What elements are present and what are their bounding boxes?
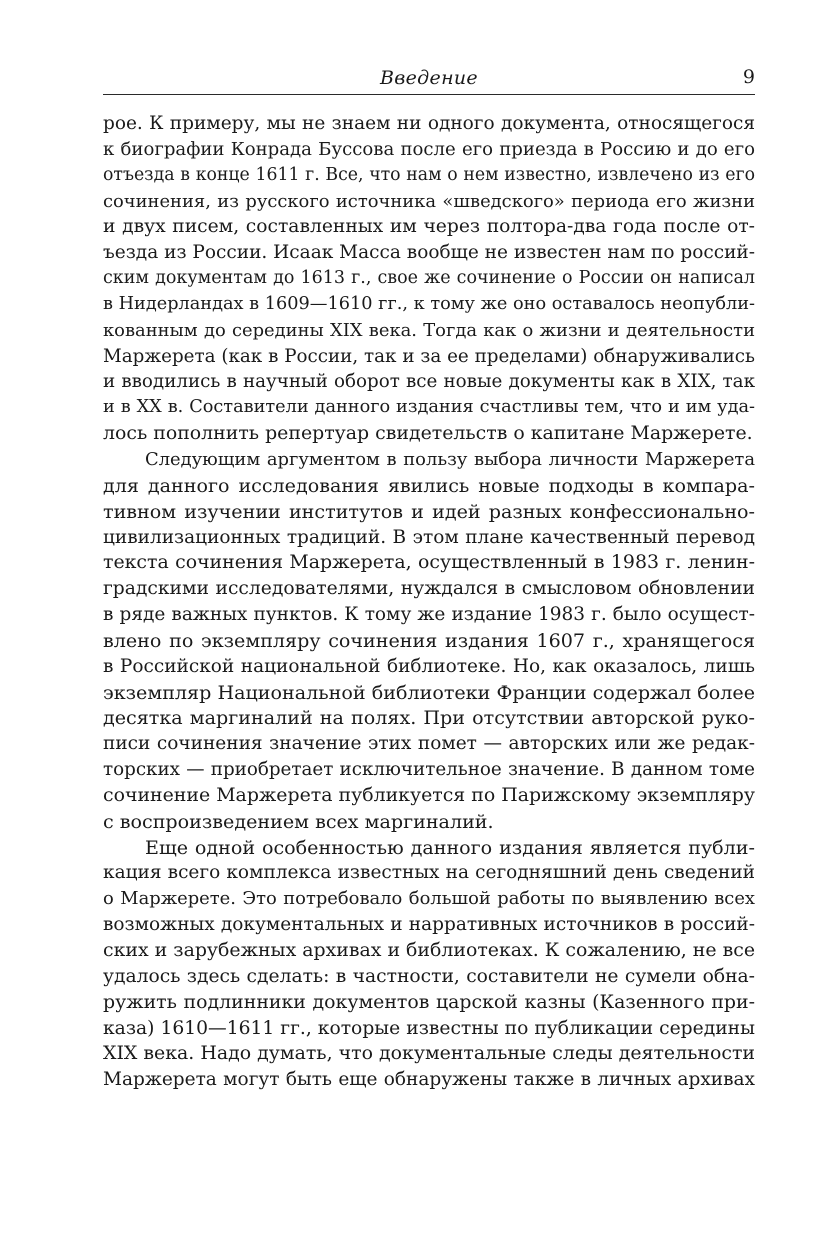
text-line: лось пополнить репертуар свидетельств о капитане Маржерете. <box>103 422 753 445</box>
text-line: к биографии Конрада Буссова после его приезда в Россию и до его <box>103 138 755 160</box>
text-line: тивном изучении институтов и идей разных конфессионально- <box>103 499 755 523</box>
paragraph-3 <box>103 835 755 1093</box>
text-line: и вводились в научный оборот все новые документы как в XIX, так <box>103 371 755 393</box>
text-line: и двух писем, составленных им через полтора-два года после от- <box>103 216 755 238</box>
text-line: каза) 1610—1611 гг., которые известны по публикации середины <box>103 1017 755 1039</box>
text-line: в ряде важных пунктов. К тому же издание 1983 г. было осущест- <box>103 604 755 626</box>
text-line: Еще одной особенностью данного издания является публи- <box>145 835 755 859</box>
paragraph-1 <box>103 111 755 447</box>
text-line: возможных документальных и нарративных источников в россий- <box>103 914 755 936</box>
text-line: Маржерета могут быть еще обнаружены также в личных архивах <box>103 1069 755 1091</box>
text-line: кация всего комплекса известных на сегодняшний день сведений <box>103 862 755 884</box>
text-line: Маржерета (как в России, так и за ее пределами) обнаруживались <box>103 345 755 367</box>
text-line: рое. К примеру, мы не знаем ни одного документа, относящегося <box>103 113 755 134</box>
running-title: Введение <box>380 67 478 89</box>
book-page <box>103 60 755 1093</box>
text-line: торских — приобретает исключительное значение. В данном томе <box>103 759 755 781</box>
page-number: 9 <box>742 66 755 88</box>
text-line: XIX века. Надо думать, что документальные следы деятельности <box>103 1042 755 1065</box>
text-line: с воспроизведением всех маргиналий. <box>103 809 494 833</box>
text-line: цивилизационных традиций. В этом плане качественный перевод <box>103 526 755 548</box>
text-line: десятка маргиналий на полях. При отсутствии авторской руко- <box>103 706 755 730</box>
text-line: сочинение Маржерета публикуется по Парижскому экземпляру <box>103 783 755 806</box>
text-line: Следующим аргументом в пользу выбора личности Маржерета <box>145 448 755 470</box>
text-line: сочинения, из русского источника «шведского» периода его жизни <box>103 190 755 212</box>
text-line: отъезда в конце 1611 г. Все, что нам о нем известно, извлечено из его <box>103 164 755 185</box>
text-line: в Российской национальной библиотеке. Но, как оказалось, лишь <box>103 655 755 677</box>
text-line: градскими исследователями, нуждался в смысловом обновлении <box>103 578 755 600</box>
page-header <box>103 60 755 95</box>
text-line: кованным до середины XIX века. Тогда как о жизни и деятельности <box>103 319 755 341</box>
text-line: экземпляр Национальной библиотеки Франции содержал более <box>103 680 755 704</box>
text-line: писи сочинения значение этих помет — авторских или же редак- <box>103 733 755 755</box>
text-line: ским документам до 1613 г., свое же сочинение о России он написал <box>103 268 755 289</box>
paragraph-2 <box>103 447 755 835</box>
text-line: ских и зарубежных архивах и библиотеках. К сожалению, не все <box>103 939 755 961</box>
text-line: о Маржерете. Это потребовало большой работы по выявлению всех <box>103 888 755 910</box>
text-line: текста сочинения Маржерета, осуществленный в 1983 г. ленин- <box>103 551 755 574</box>
text-line: влено по экземпляру сочинения издания 1607 г., хранящегося <box>103 628 755 652</box>
text-line: для данного исследования явились новые подходы в компара- <box>103 473 755 497</box>
text-line: ружить подлинники документов царской казны (Казенного при- <box>103 990 755 1013</box>
text-line: и в XX в. Составители данного издания счастливы тем, что и им уда- <box>103 397 755 418</box>
text-line: удалось здесь сделать: в частности, составители не сумели обна- <box>103 965 755 987</box>
text-line: в Нидерландах в 1609—1610 гг., к тому же оно оставалось неопубли- <box>103 293 755 314</box>
text-line: ъезда из России. Исаак Масса вообще не известен нам по россий- <box>103 242 755 264</box>
body-text <box>103 111 755 1093</box>
